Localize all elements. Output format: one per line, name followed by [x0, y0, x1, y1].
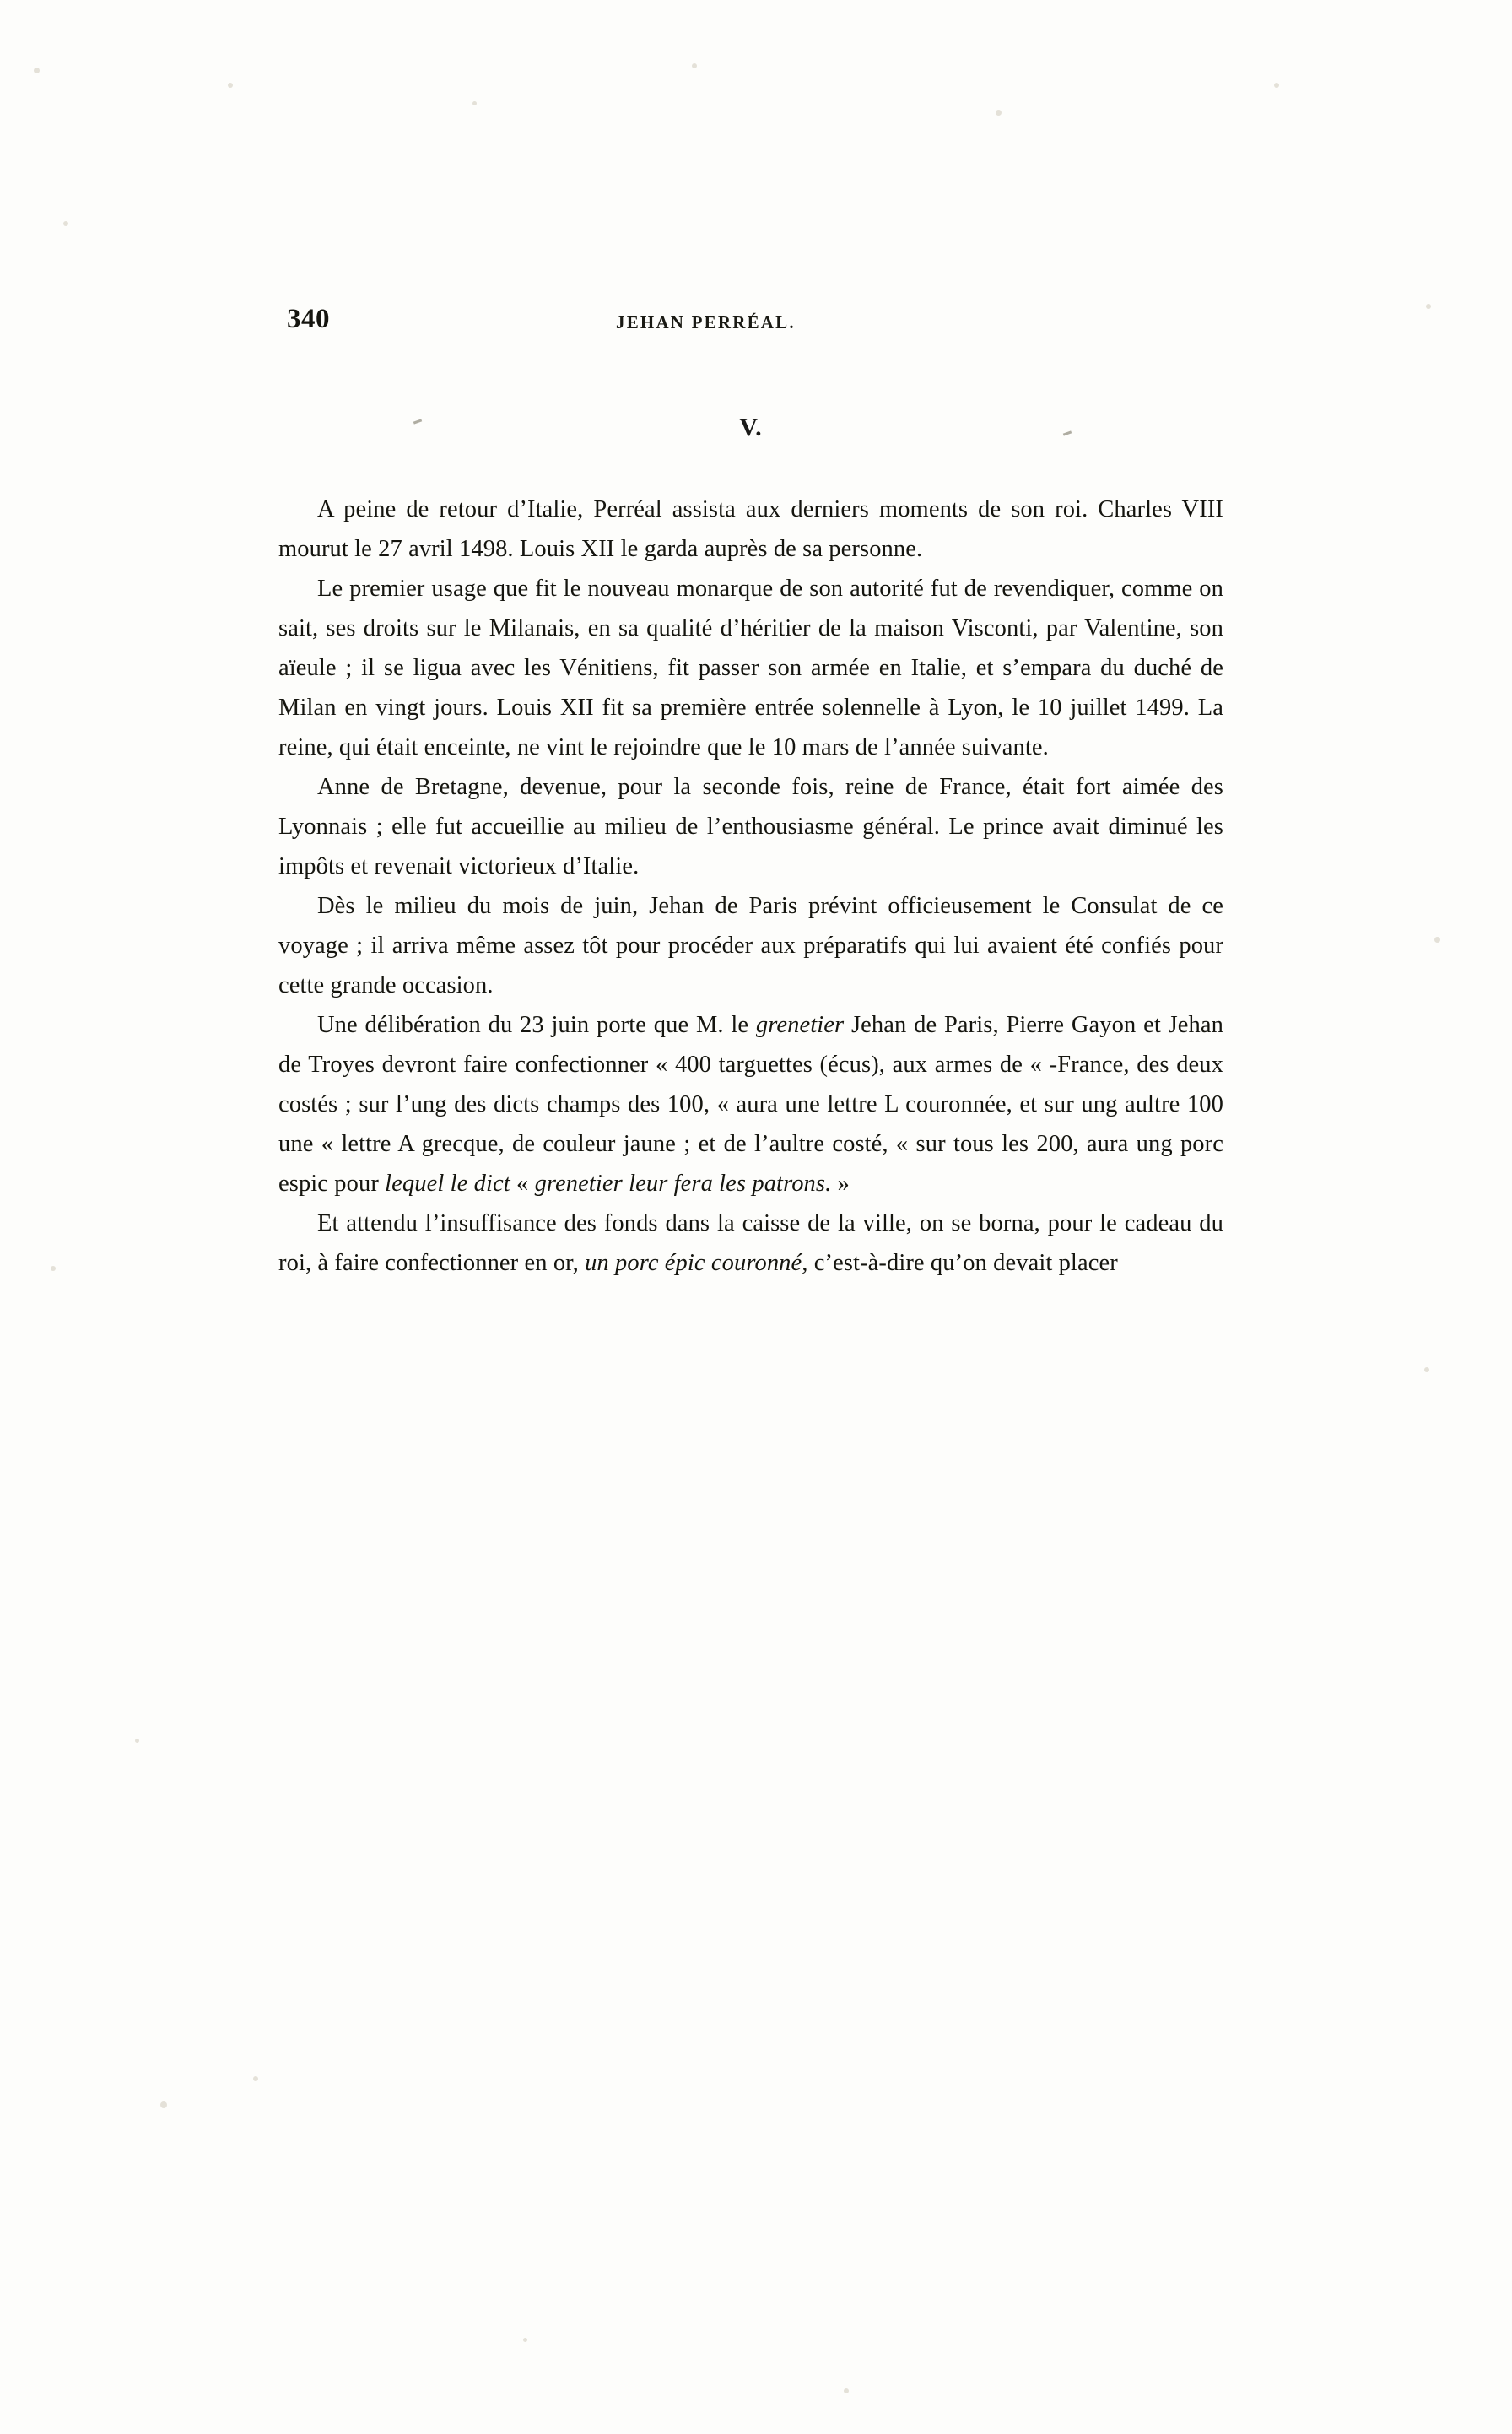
- paragraph: Le premier usage que fit le nouveau monarque de son autorité fut de revendiquer, comme on sait, ses droits sur le Milanais, en sa qualité d’héritier de la maison Visconti, par Valentine, son aïeule ; il se ligua avec les Vénitiens, fit passer son armée en Italie, et s’empara du duché de Milan en vingt jours. Louis XII fit sa première entrée solennelle à Lyon, le 10 juillet 1499. La reine, qui était enceinte, ne vint le rejoindre que le 10 mars de l’année suivante.: [278, 576, 1223, 760]
- closing-lead: Et attendu l’insuffisance des fonds dans la caisse de la ville, on se borna, pour le cadeau du roi, à faire confectionner en or,: [278, 1210, 1223, 1276]
- closing-tail: c’est-à-dire qu’on devait placer: [807, 1250, 1118, 1276]
- scan-speck: [228, 83, 233, 88]
- paragraph-closing: [278, 1203, 1223, 1283]
- paragraph: Anne de Bretagne, devenue, pour la seconde fois, reine de France, était fort aimée des Lyonnais ; elle fut accueillie au milieu de l’enthousiasme général. Le prince avait diminué les impôts et revenait victorieux d’Italie.: [278, 774, 1223, 879]
- decorative-tick-icon: [1063, 430, 1072, 435]
- scan-speck: [472, 101, 477, 105]
- section-number: [278, 414, 1223, 442]
- scan-speck: [34, 68, 40, 73]
- paragraph: Dès le milieu du mois de juin, Jehan de Paris prévint officieusement le Consulat de ce voyage ; il arriva même assez tôt pour procéder aux préparatifs qui lui avaient été confiés pour cette grande occasion.: [278, 893, 1223, 998]
- scan-speck: [160, 2101, 167, 2108]
- deliberation-italic-grenetier: grenetier: [755, 1012, 845, 1038]
- scan-speck: [692, 63, 697, 68]
- folio-number: 340: [287, 304, 330, 334]
- scan-speck: [1434, 937, 1440, 943]
- deliberation-quote-body: Jehan de Paris, Pierre Gayon et Jehan de Troyes devront faire confectionner « 400 targuettes (écus), aux armes de « -France, des deux costés ; sur l’ung des dicts champs des 100, « aura une lettre L couronnée, et sur ung aultre 100 une « lettre A grecque, de couleur jaune ; et de l’aultre costé, « sur tous les 200, aura ung porc espic pour: [278, 1012, 1223, 1197]
- running-head: JEHAN PERRÉAL.: [616, 312, 796, 333]
- scan-speck: [51, 1266, 56, 1271]
- scan-speck: [135, 1739, 139, 1743]
- section-number-label: V.: [739, 414, 763, 441]
- scan-speck: [844, 2388, 849, 2393]
- scan-speck: [1274, 83, 1279, 88]
- deliberation-italic-lequel: lequel le dict: [385, 1171, 510, 1197]
- deliberation-quote-marker: «: [516, 1171, 535, 1197]
- scan-speck: [1426, 304, 1431, 309]
- page-body: [278, 304, 1223, 1283]
- scan-speck: [523, 2338, 527, 2342]
- paragraph-deliberation: [278, 1005, 1223, 1203]
- scan-speck: [63, 221, 68, 226]
- scan-speck: [253, 2076, 258, 2081]
- deliberation-italic-patrons: grenetier leur fera les patrons.: [534, 1171, 832, 1197]
- page-header: [278, 304, 1223, 354]
- deliberation-lead: Une délibération du 23 juin porte que M. le: [317, 1012, 756, 1038]
- scan-speck: [1424, 1367, 1429, 1372]
- deliberation-close-quote: »: [831, 1171, 850, 1197]
- decorative-tick-icon: [413, 419, 422, 424]
- closing-italic-porc-epic: un porc épic couronné,: [585, 1250, 808, 1276]
- paragraph: A peine de retour d’Italie, Perréal assista aux derniers moments de son roi. Charles VIII mourut le 27 avril 1498. Louis XII le garda auprès de sa personne.: [278, 496, 1223, 562]
- scan-speck: [996, 110, 1002, 116]
